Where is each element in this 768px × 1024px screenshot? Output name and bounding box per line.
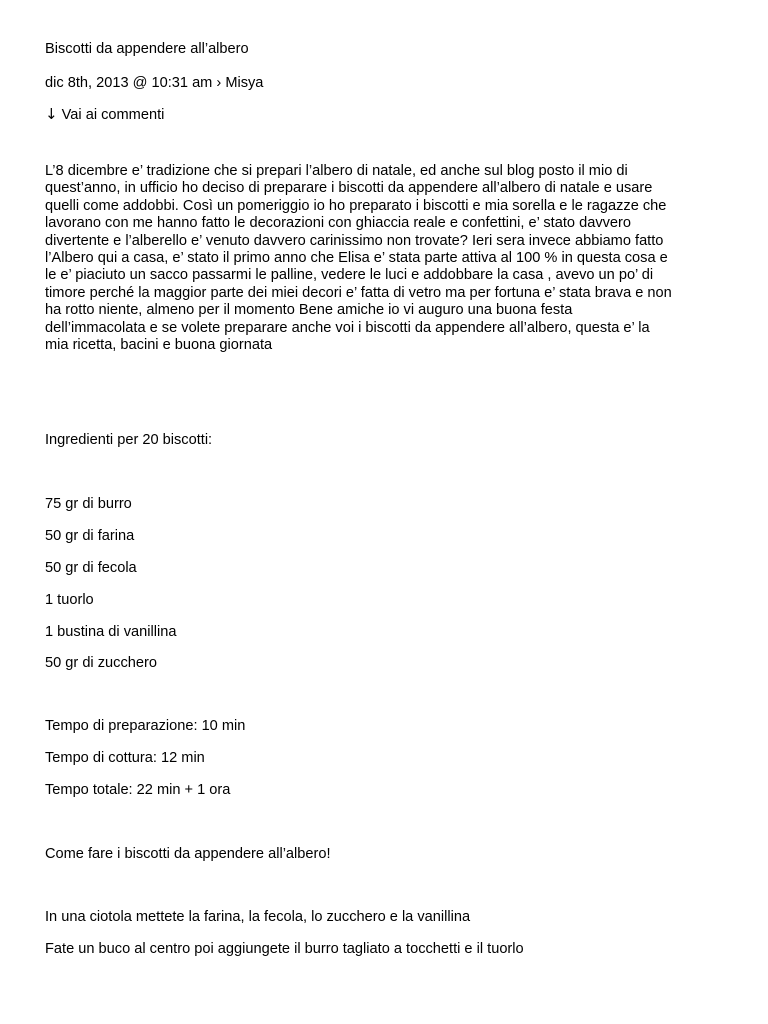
comments-link-row [45, 105, 164, 124]
intro-line: mia ricetta, bacini e buona giornata [45, 337, 273, 354]
intro-line: L’8 dicembre e’ tradizione che si prepari l’albero di natale, ed anche sul blog posto il mio di [45, 163, 628, 179]
intro-line: quelli come addobbi. Così un pomeriggio io ho preparato i biscotti e mia sorella e le ragazze che [45, 197, 667, 214]
intro-line: quest’anno, in ufficio ho deciso di preparare i biscotti da appendere all’albero di natale e usare [45, 180, 653, 197]
intro-line: lavorano con me hanno fatto le decorazioni con ghiaccia reale e confettini, e’ stato davvero [45, 215, 632, 232]
ingredients-heading: Ingredienti per 20 biscotti: [45, 432, 213, 448]
intro-line: dell’immacolata e se volete preparare anche voi i biscotti da appendere all’albero, questa e’ la [45, 319, 650, 336]
intro-line: l’Albero qui a casa, e’ stato il primo anno che Elisa e’ stata parte attiva al 100 % in questa cosa e [45, 250, 668, 267]
method-step: In una ciotola mettete la farina, la fecola, lo zucchero e la vanillina [45, 909, 471, 925]
ingredient-item: 50 gr di zucchero [45, 655, 157, 671]
post-title: Biscotti da appendere all’albero [45, 41, 249, 57]
ingredient-item: 1 tuorlo [45, 592, 94, 608]
intro-line: le e’ piaciuto un sacco passarmi le palline, vedere le luci e addobbare la casa , avevo un po’ di [45, 267, 654, 284]
ingredient-item: 1 bustina di vanillina [45, 624, 177, 640]
ingredient-item: 50 gr di fecola [45, 560, 137, 576]
cook-time: Tempo di cottura: 12 min [45, 750, 205, 766]
intro-line: timore perché la maggior parte dei miei decori e’ fatta di vetro ma per fortuna e’ stata brava e non [45, 284, 672, 301]
method-step: Fate un buco al centro poi aggiungete il burro tagliato a tocchetti e il tuorlo [45, 941, 524, 957]
comments-link[interactable] [45, 107, 164, 123]
method-heading: Come fare i biscotti da appendere all’albero! [45, 846, 331, 862]
prep-time: Tempo di preparazione: 10 min [45, 718, 246, 734]
total-time: Tempo totale: 22 min + 1 ora [45, 782, 231, 798]
intro-line: ha rotto niente, almeno per il momento Bene amiche io vi auguro una buona festa [45, 302, 573, 319]
comments-link-label: Vai ai commenti [61, 107, 165, 123]
intro-paragraph [45, 163, 745, 354]
intro-line: divertente e l’alberello e’ venuto davvero carinissimo non trovate? Ieri sera invece abbiamo fatto [45, 232, 664, 249]
ingredient-item: 75 gr di burro [45, 496, 132, 512]
post-meta: dic 8th, 2013 @ 10:31 am › Misya [45, 75, 264, 91]
arrow-down-icon: ↓ [45, 105, 58, 123]
ingredient-item: 50 gr di farina [45, 528, 135, 544]
